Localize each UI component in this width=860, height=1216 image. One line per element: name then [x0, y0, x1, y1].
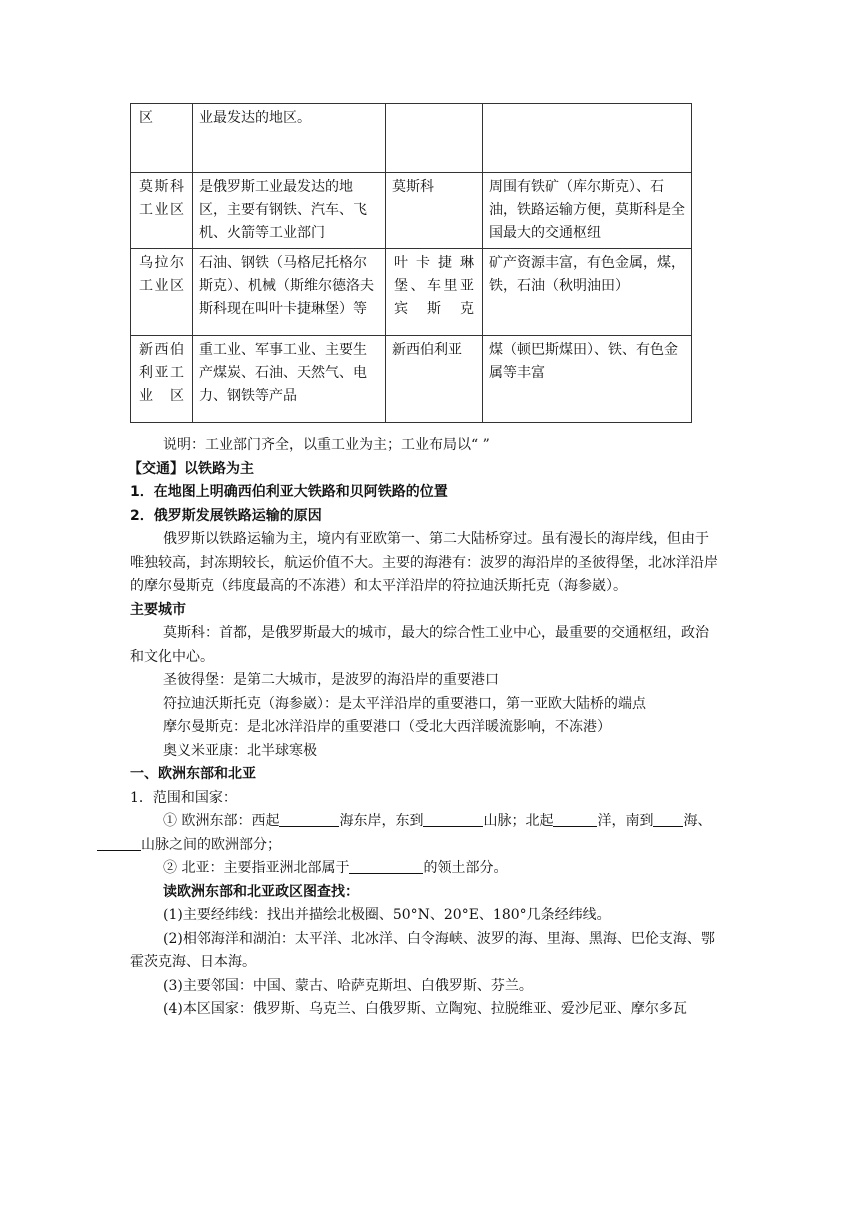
section1-heading: 一、欧洲东部和北亚	[130, 766, 256, 782]
conditions-cell: 矿产资源丰富，有色金属，煤，铁，石油（秋明油田）	[483, 249, 692, 336]
east-text-b: 海东岸，东到	[339, 813, 424, 829]
transport-item-1: 1．在地图上明确西伯利亚大铁路和贝阿铁路的位置	[130, 484, 448, 500]
center-cell	[386, 104, 483, 173]
east-text-a: ① 欧洲东部：西起	[163, 813, 280, 829]
conditions-cell: 周围有铁矿（库尔斯克）、石油，铁路运输方便，莫斯科是全国最大的交通枢纽	[483, 173, 692, 249]
city-oymyakon: 奥义米亚康：北半球寒极	[163, 742, 317, 759]
center-cell: 莫斯科	[386, 173, 483, 249]
conditions-cell	[483, 104, 692, 173]
feature-cell: 重工业、军事工业、主要生产煤炭、石油、天然气、电力、钢铁等产品	[193, 336, 386, 423]
table-row	[131, 249, 692, 336]
region-cell: 莫斯科工业区	[131, 173, 193, 249]
conditions-cell: 煤（顿巴斯煤田）、铁、有色金属等丰富	[483, 336, 692, 423]
north-asia-line	[130, 857, 720, 881]
map-task-heading: 读欧洲东部和北亚政区图查找：	[163, 883, 359, 900]
industrial-regions-table	[130, 103, 692, 423]
map-task-3: (3)主要邻国：中国、蒙古、哈萨克斯坦、白俄罗斯、芬兰。	[163, 977, 533, 994]
region-cell: 乌拉尔工业区	[131, 249, 193, 336]
section1-item-1: 1．范围和国家：	[130, 789, 237, 806]
table-row	[131, 104, 692, 173]
east-text-d: 洋，南到	[597, 813, 654, 829]
transport-item-2: 2．俄罗斯发展铁路运输的原因	[130, 507, 322, 524]
blank-field[interactable]	[349, 858, 423, 874]
east-text-f: 山脉之间的欧洲部分；	[141, 836, 281, 853]
east-text-c: 山脉；北起	[483, 813, 554, 829]
center-cell: 新西伯利亚	[386, 336, 483, 423]
map-task-2: (2)相邻海洋和湖泊：太平洋、北冰洋、白令海峡、波罗的海、里海、黑海、巴伦支海、鄂霍茨克海、日本海。	[130, 930, 715, 970]
city-murmansk: 摩尔曼斯克：是北冰洋沿岸的重要港口（受北大西洋暖流影响，不冻港）	[163, 719, 611, 735]
east-text-e: 海、	[683, 813, 712, 829]
feature-cell: 石油、钢铁（马格尼托格尔斯克）、机械（斯维尔德洛夫斯科现在叫叶卡捷琳堡）等	[193, 249, 386, 336]
north-text-a: ② 北亚：主要指亚洲北部属于	[163, 860, 350, 876]
transport-heading: 【交通】以铁路为主	[128, 460, 254, 477]
body-text	[130, 434, 720, 1022]
city-saint-petersburg: 圣彼得堡：是第二大城市，是波罗的海沿岸的重要港口	[163, 672, 499, 688]
blank-field[interactable]	[553, 811, 597, 827]
blank-field[interactable]	[653, 811, 683, 827]
blank-field[interactable]	[97, 835, 141, 851]
map-task-4: (4)本区国家：俄罗斯、乌克兰、白俄罗斯、立陶宛、拉脱维亚、爱沙尼亚、摩尔多瓦	[163, 1001, 687, 1017]
city-vladivostok: 符拉迪沃斯托克（海参崴）：是太平洋沿岸的重要港口，第一亚欧大陆桥的端点	[163, 695, 646, 712]
table-row	[131, 336, 692, 423]
blank-field[interactable]	[279, 811, 339, 827]
north-text-b: 的领土部分。	[423, 860, 508, 876]
feature-cell: 业最发达的地区。	[193, 104, 386, 173]
cities-heading: 主要城市	[130, 601, 186, 618]
region-cell: 区	[131, 104, 193, 173]
table-row	[131, 173, 692, 249]
transport-paragraph: 俄罗斯以铁路运输为主，境内有亚欧第一、第二大陆桥穿过。虽有漫长的海岸线，但由于唯独较高，封冻期较长，航运价值不大。主要的海港有：波罗的海沿岸的圣彼得堡，北冰洋沿岸的摩尔曼斯克（纬度最高的不冻港）和太平洋沿岸的符拉迪沃斯托克（海参崴）。	[130, 531, 718, 594]
map-task-1: (1)主要经纬线：找出并描绘北极圈、50°N、20°E、180°几条经纬线。	[163, 907, 611, 923]
center-cell: 叶卡捷琳堡、车里亚宾斯克	[386, 249, 483, 336]
blank-field[interactable]	[423, 811, 483, 827]
feature-cell: 是俄罗斯工业最发达的地区，主要有钢铁、汽车、飞机、火箭等工业部门	[193, 173, 386, 249]
table-note: 说明：工业部门齐全，以重工业为主；工业布局以“ ”	[163, 437, 490, 453]
east-europe-line	[130, 810, 720, 857]
city-moscow: 莫斯科：首都，是俄罗斯最大的城市，最大的综合性工业中心，最重要的交通枢纽，政治和文化中心。	[130, 625, 709, 665]
region-cell: 新西伯利亚工业区	[131, 336, 193, 423]
